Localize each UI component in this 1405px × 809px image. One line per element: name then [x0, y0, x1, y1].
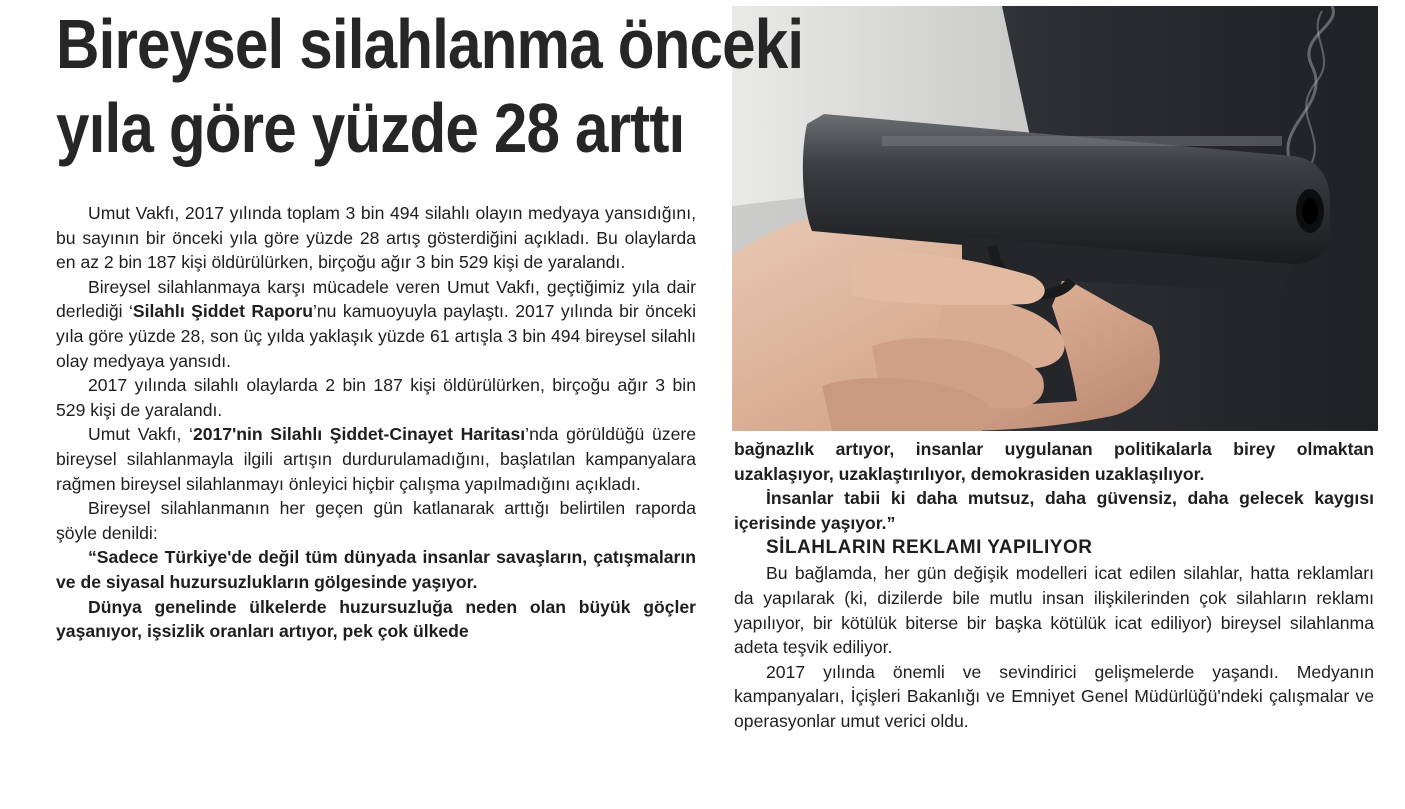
paragraph: Umut Vakfı, 2017 yılında toplam 3 bin 494 silahlı olayın medyaya yansıdığını, bu sayının bir önceki yıla göre yüzde 28 artış gösterdiğini açıkladı. Bu olaylarda en az 2 bin 187 kişi öldürülürken, birçoğu ağır 3 bin 529 kişi de yaralandı. — [56, 203, 696, 273]
quote-paragraph: “Sadece Türkiye'de değil tüm dünyada insanlar savaşların, çatışmaların ve de siyasal huzursuzlukların gölgesinde yaşıyor. — [56, 547, 696, 592]
text-run: ’nda görüldüğü üzere bireysel silahlanmayla ilgili artışın durdurulamadığını, başlatılan kampanyalara rağmen bireysel silahlanmayı önleyici hiçbir çalışma yapılmadığını açıkladı. — [56, 424, 697, 494]
quote-paragraph: İnsanlar tabii ki daha mutsuz, daha güvensiz, daha gelecek kaygısı içerisinde yaşıyor.” — [734, 488, 1374, 533]
quote-paragraph: Dünya genelinde ülkelerde huzursuzluğa neden olan büyük göçler yaşanıyor, işsizlik oranları artıyor, pek çok ülkede — [56, 596, 696, 642]
map-title: 2017'nin Silahlı Şiddet-Cinayet Haritası — [192, 424, 526, 445]
paragraph: 2017 yılında silahlı olaylarda 2 bin 187 kişi öldürülürken, birçoğu ağır 3 bin 529 kişi de yaralandı. — [56, 375, 696, 420]
paragraph: Bireysel silahlanmanın her geçen gün katlanarak arttığı belirtilen raporda şöyle denildi: — [56, 498, 696, 543]
text-run: ’nu kamuoyuyla paylaştı. 2017 yılında bir önceki yıla göre yüzde 28, son üç yılda yaklaşık yüzde 61 artışla 3 bin 494 bireysel silahlı olay medyaya yansıdı. — [56, 301, 697, 371]
text-run: Bireysel silahlanmaya karşı mücadele veren Umut Vakfı, geçtiğimiz yıla dair derlediği ‘ — [56, 276, 696, 322]
quote-paragraph: bağnazlık artıyor, insanlar uygulanan politikalarla birey olmaktan uzaklaşıyor, uzaklaştırılıyor, demokrasiden uzaklaşılıyor. — [734, 439, 1374, 484]
paragraph: 2017 yılında önemli ve sevindirici gelişmelerde yaşandı. Medyanın kampanyaları, İçişleri Bakanlığı ve Emniyet Genel Müdürlüğü'ndeki çalışmalar ve operasyonlar umut verici oldu. — [734, 661, 1374, 731]
report-title: Silahlı Şiddet Raporu — [132, 301, 313, 322]
section-subheading: SİLAHLARIN REKLAMI YAPILIYOR — [766, 537, 1093, 559]
paragraph: Bu bağlamda, her gün değişik modelleri icat edilen silahlar, hatta reklamları da yapılarak (ki, dizilerde bile mutlu insan ilişkilerinden çok silahların reklamı yapılıyor, bir kötülük biterse bir başka kötülük icat ediliyor) bireysel silahlanma adeta teşvik ediliyor. — [734, 563, 1374, 658]
headline-line-2: yıla göre yüzde 28 arttı — [56, 89, 685, 167]
paragraph — [56, 422, 696, 496]
handgun-illustration — [732, 6, 1378, 431]
article-right-column — [734, 437, 1374, 734]
paragraph — [56, 275, 696, 373]
headline — [56, 2, 804, 170]
article-left-column — [56, 201, 696, 644]
headline-line-1: Bireysel silahlanma önceki — [56, 5, 804, 83]
handgun-photo — [732, 6, 1378, 431]
text-run: Umut Vakfı, ‘ — [88, 424, 193, 445]
